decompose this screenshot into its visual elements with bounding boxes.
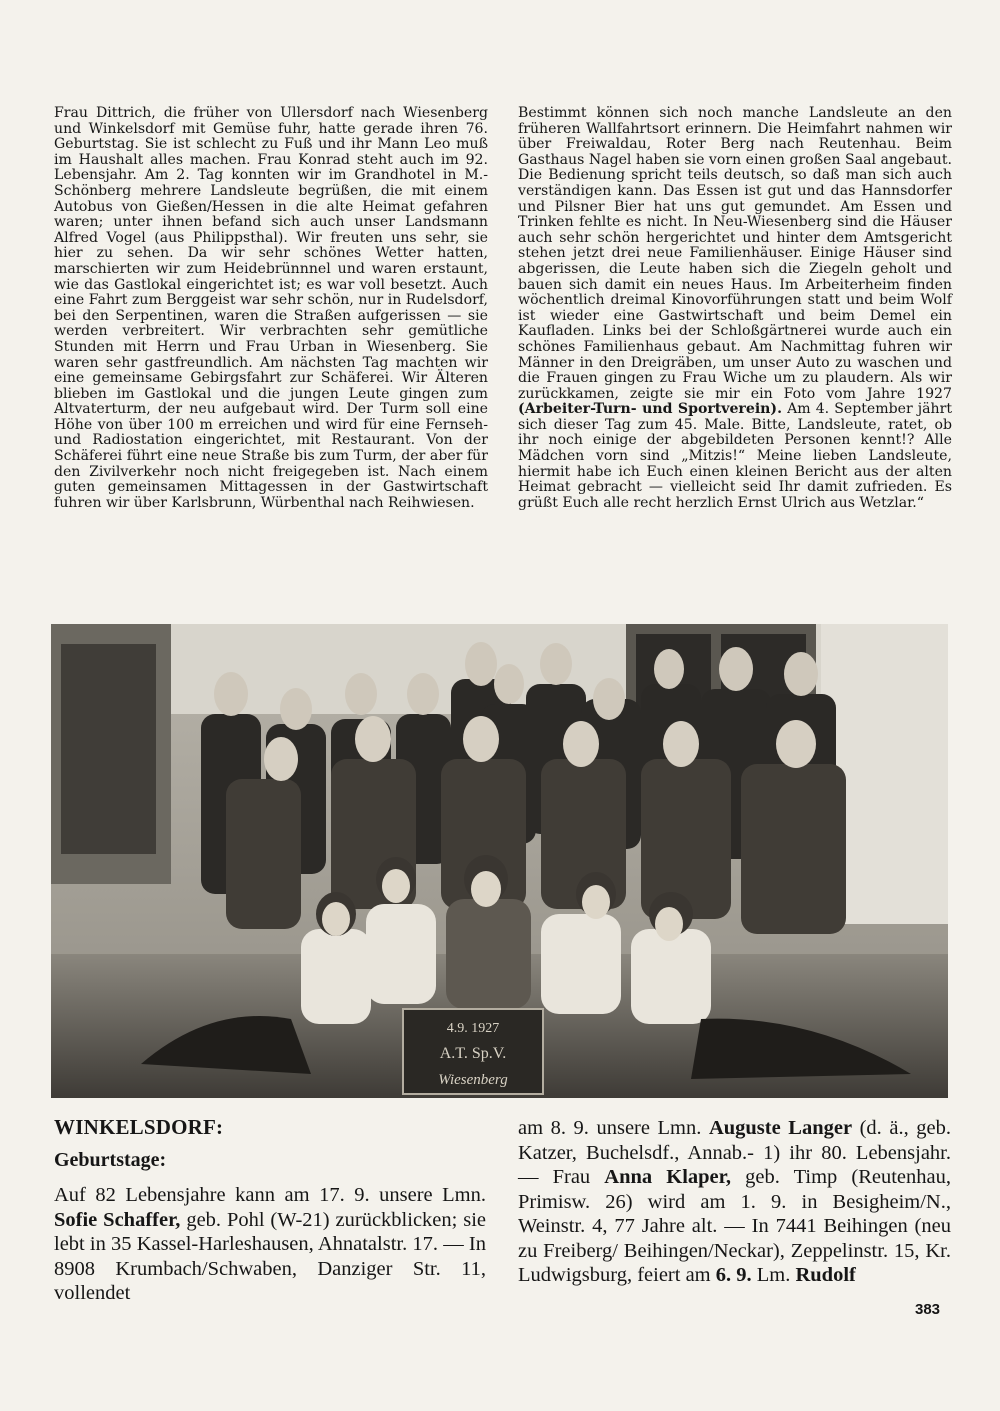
birthdays-left-column <box>54 1116 486 1306</box>
sign-club: A.T. Sp.V. <box>439 1045 507 1062</box>
section-heading: WINKELSDORF: <box>54 1115 224 1139</box>
article-left-column <box>54 106 488 511</box>
group-photo-illustration <box>51 624 948 1098</box>
section-subheading: Geburtstage: <box>54 1149 167 1171</box>
sign-date: 4.9. 1927 <box>446 1021 500 1036</box>
sign-place: Wiesenberg <box>438 1072 508 1088</box>
page-number: 383 <box>915 1301 941 1318</box>
group-photo <box>51 624 948 1098</box>
birthdays-right-text: am 8. 9. unsere Lmn. Auguste Langer (d. ä., geb. Katzer, Buchelsdf., Annab.- 1) ihr 80. Lebensjahr. — Frau Anna Klaper, geb. Timp (Reutenhau, Primisw. 26) wird am 1. 9. in Besigheim/N., Weinstr. 4, 77 Jahre alt. — In 7441 Beihingen (neu zu Freiberg/ Beihingen/Neckar), Zeppelinstr. 15, Kr. Ludwigsburg, feiert am 6. 9. Lm. Rudolf <box>518 1117 952 1286</box>
birthdays-right-column <box>518 1116 951 1288</box>
article-left-text: Frau Dittrich, die früher von Ullersdorf nach Wiesenberg und Winkelsdorf mit Gemüse fuhr, hatte gerade ihren 76. Geburtstag. Sie ist schlecht zu Fuß und ihr Mann Leo muß im Haushalt alles machen. Frau Konrad steht auch im 92. Lebensjahr. Am 2. Tag konnten wir im Grandhotel in M.-Schönberg mehrere Landsleute begrüßen, die mit einem Autobus von Gießen/Hessen in die alte Heimat gefahren waren; unter ihnen befand sich auch unser Landsmann Alfred Vogel (aus Philippsthal). Wir freuten uns sehr, sie hier zu sehen. Da wir sehr schönes Wetter hatten, marschierten wir zum Heidebrünnnel und waren erstaunt, wie das Gastlokal eingerichtet ist; es war voll besetzt. Auch eine Fahrt zum Berggeist war sehr schön, nur in Rudelsdorf, bei den Serpentinen, waren die Straßen aufgerissen — sie werden verbreitert. Wir verbrachten sehr gemütliche Stunden mit Herrn und Frau Urban in Wiesenberg. Sie waren sehr gastfreundlich. Am nächsten Tag machten wir eine gemeinsame Gebirgsfahrt zur Schäferei. Wir Älteren blieben im Gastlokal und die jungen Leute gingen zum Altvaterturm, der neu aufgebaut wird. Der Turm soll eine Höhe von über 100 m erreichen und wird für eine Fernseh- und Radiostation eingerichtet, mit Restaurant. Von der Schäferei führt eine neue Straße bis zum Turm, der aber für den Zivilverkehr noch nicht freigegeben ist. Nach einem guten gemeinsamen Mittagessen in der Gastwirtschaft fuhren wir über Karlsbrunn, Würbenthal nach Reihwiesen. <box>54 105 488 511</box>
club-name: (Arbeiter-Turn- und Sportverein). <box>518 401 783 418</box>
article-right-column <box>518 106 952 511</box>
birthdays-left-text: Auf 82 Lebensjahre kann am 17. 9. unsere Lmn. Sofie Schaffer, geb. Pohl (W-21) zurückblicken; sie lebt in 35 Kassel-Harleshausen, Ahnatalstr. 17. — In 8908 Krumbach/Schwaben, Danziger Str. 11, vollendet <box>54 1184 487 1304</box>
article-right-text: Bestimmt können sich noch manche Landsleute an den früheren Wallfahrtsort erinnern. Die Heimfahrt nahmen wir über Freiwaldau, Roter Berg nach Reutenhau. Beim Gasthaus Nagel haben sie vorn einen großen Saal angebaut. Die Bedienung spricht teils deutsch, so daß man sich auch verständigen kann. Das Essen ist gut und das Hannsdorfer und Pilsner Bier hat uns gut gemundet. Am Essen und Trinken fehlte es nicht. In Neu-Wiesenberg sind die Häuser auch sehr schön hergerichtet und hinter dem Amtsgericht stehen jetzt drei neue Familienhäuser. Einige Häuser sind abgerissen, die Leute haben sich die Ziegeln geholt und bauen sich damit ein neues Haus. Im Arbeiterheim finden wöchentlich dreimal Kinovorführungen statt und beim Wolf ist wieder eine Gastwirtschaft und beim Demel ein Kaufladen. Links bei der Schloßgärtnerei wurde auch ein schönes Familienhaus gebaut. Am Nachmittag fuhren wir Männer in den Dreigräben, um unser Auto zu waschen und die Frauen gingen zu Frau Wiche um zu plaudern. Als wir zurückkamen, zeigte sie mir ein Foto vom Jahre 1927 (Arbeiter-Turn- und Sportverein). Am 4. September jährt sich dieser Tag zum 45. Male. Bitte, Landsleute, ratet, ob ihr noch einige der abgebildeten Personen kennt!? Alle Mädchen vorn sind „Mitzis!“ Meine lieben Landsleute, hiermit habe ich Euch einen kleinen Bericht aus der alten Heimat gebracht — vielleicht seid Ihr damit zufrieden. Es grüßt Euch alle recht herzlich Ernst Ulrich aus Wetzlar.“ <box>518 105 953 511</box>
